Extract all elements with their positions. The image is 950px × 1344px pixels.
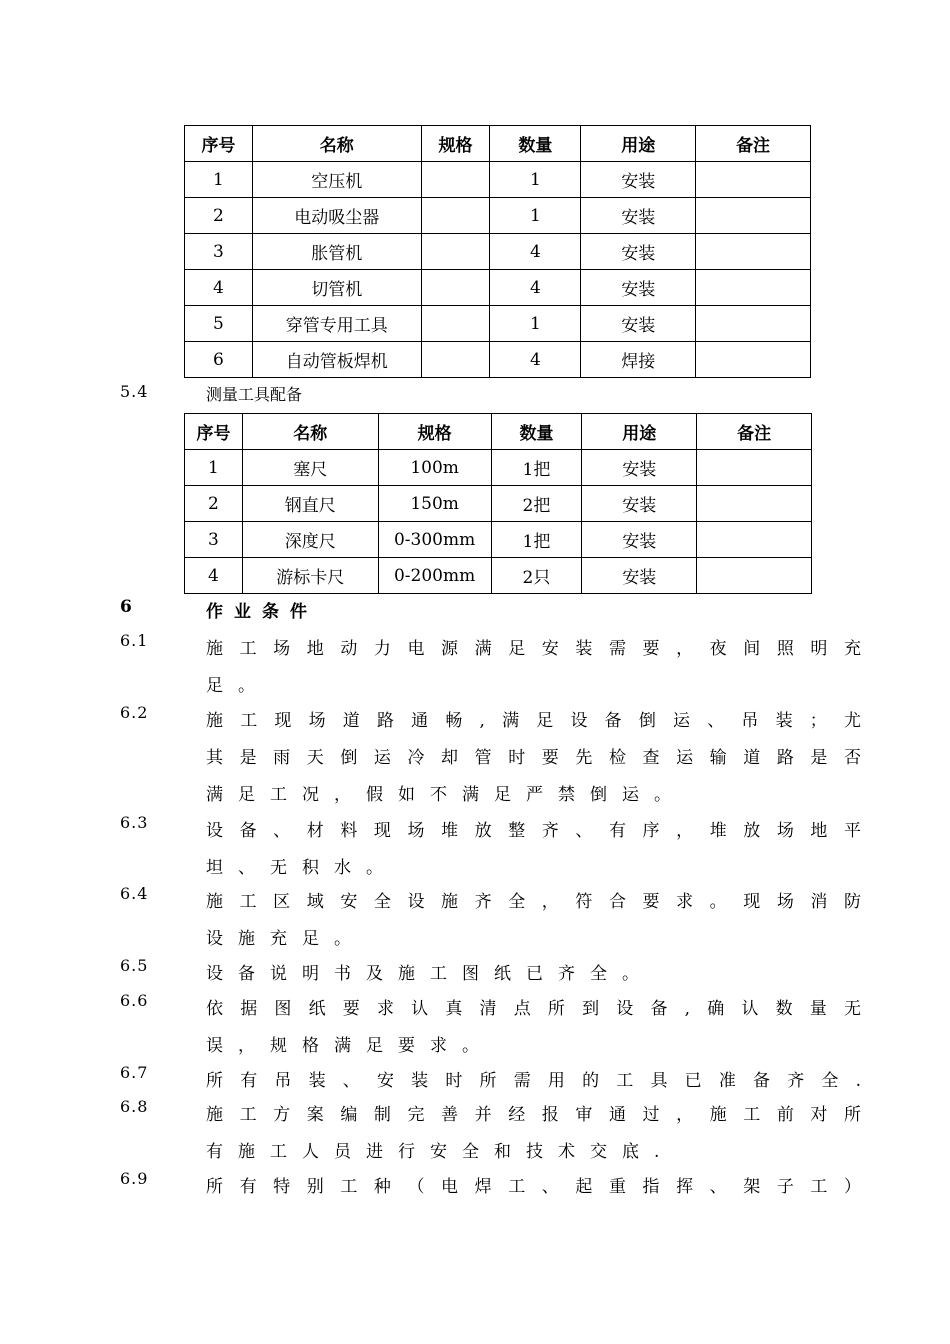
table-cell: 安装: [582, 522, 697, 558]
measuring-tool-table: [184, 413, 812, 594]
table-cell: [421, 198, 490, 234]
table-cell: 切管机: [252, 270, 421, 306]
clause-line: 有 施 工 人 员 进 行 安 全 和 技 术 交 底 .: [206, 1142, 660, 1162]
table-row: [185, 162, 811, 198]
table-row: [185, 198, 811, 234]
table-cell: 安装: [582, 450, 697, 486]
table-cell: 安装: [582, 486, 697, 522]
table-cell: 游标卡尺: [242, 558, 378, 594]
clause-line: 所 有 特 别 工 种 （ 电 焊 工 、 起 重 指 挥 、 架 子 工 ）: [206, 1177, 861, 1197]
table-cell: 4: [185, 270, 253, 306]
table-cell: 安装: [581, 162, 696, 198]
table-row: [185, 342, 811, 378]
table-cell: 安装: [582, 558, 697, 594]
table-cell: [697, 558, 812, 594]
clause-text: [206, 703, 861, 814]
column-header: 序号: [185, 126, 253, 162]
clause-line: 施 工 场 地 动 力 电 源 满 足 安 装 需 要 ， 夜 间 照 明 充: [206, 639, 861, 659]
clause-number: 6.6: [120, 991, 149, 1010]
clause-line: 足 。: [206, 676, 255, 696]
table-cell: 2只: [491, 558, 582, 594]
table-cell: 2: [185, 198, 253, 234]
table-cell: 4: [185, 558, 243, 594]
table-cell: 150m: [378, 486, 491, 522]
clause-number: 6.1: [120, 631, 149, 650]
column-header: 备注: [697, 414, 812, 450]
table-cell: [421, 270, 490, 306]
table-cell: 胀管机: [252, 234, 421, 270]
table-row: [185, 558, 812, 594]
table-row: [185, 234, 811, 270]
table-cell: [696, 234, 811, 270]
table-cell: [421, 306, 490, 342]
clause-line: 施 工 方 案 编 制 完 善 并 经 报 审 通 过 ， 施 工 前 对 所: [206, 1105, 861, 1125]
table-cell: 3: [185, 234, 253, 270]
clause-number: 6.7: [120, 1063, 149, 1082]
clause-text: [206, 884, 861, 958]
table-cell: 100m: [378, 450, 491, 486]
table-cell: [421, 162, 490, 198]
clause-text: [206, 1097, 861, 1171]
clause-number: 6.9: [120, 1169, 149, 1188]
table-cell: [696, 198, 811, 234]
table-cell: 钢直尺: [242, 486, 378, 522]
table-header-row: [185, 414, 812, 450]
clause-line: 设 备 、 材 料 现 场 堆 放 整 齐 、 有 序 ， 堆 放 场 地 平: [206, 821, 861, 841]
clause-text: [206, 956, 861, 993]
table-cell: 0-300mm: [378, 522, 491, 558]
clause-line: 其 是 雨 天 倒 运 冷 却 管 时 要 先 检 查 运 输 道 路 是 否: [206, 748, 861, 768]
table-cell: 4: [490, 342, 581, 378]
clause-text: [206, 813, 861, 887]
table-header-row: [185, 126, 811, 162]
table-cell: 1: [490, 198, 581, 234]
clause-line: 所 有 吊 装 、 安 装 时 所 需 用 的 工 具 已 准 备 齐 全 .: [206, 1071, 861, 1091]
table-cell: [696, 342, 811, 378]
table-cell: 安装: [581, 270, 696, 306]
table-cell: [697, 450, 812, 486]
clause-number: 6.4: [120, 884, 149, 903]
table-cell: 安装: [581, 234, 696, 270]
column-header: 规格: [421, 126, 490, 162]
table-cell: 6: [185, 342, 253, 378]
table-cell: [697, 486, 812, 522]
table-cell: 1: [185, 450, 243, 486]
column-header: 序号: [185, 414, 243, 450]
column-header: 名称: [242, 414, 378, 450]
clause-line: 设 施 充 足 。: [206, 929, 351, 949]
table-cell: 安装: [581, 306, 696, 342]
table-cell: 5: [185, 306, 253, 342]
table-cell: 自动管板焊机: [252, 342, 421, 378]
table-cell: [696, 306, 811, 342]
clause-line: 施 工 现 场 道 路 通 畅 , 满 足 设 备 倒 运 、 吊 装 ； 尤: [206, 711, 861, 731]
clause-line: 施 工 区 域 安 全 设 施 齐 全 ， 符 合 要 求 。 现 场 消 防: [206, 892, 861, 912]
table-cell: [421, 342, 490, 378]
table-cell: [697, 522, 812, 558]
table-cell: [421, 234, 490, 270]
column-header: 数量: [491, 414, 582, 450]
table-cell: 深度尺: [242, 522, 378, 558]
table-cell: 2把: [491, 486, 582, 522]
table-cell: 1: [185, 162, 253, 198]
clause-line: 坦 、 无 积 水 。: [206, 858, 383, 878]
table-cell: 塞尺: [242, 450, 378, 486]
column-header: 用途: [582, 414, 697, 450]
column-header: 备注: [696, 126, 811, 162]
clause-text: [206, 1063, 861, 1100]
column-header: 数量: [490, 126, 581, 162]
table-cell: 3: [185, 522, 243, 558]
clause-text: [206, 1169, 861, 1206]
table-row: [185, 522, 812, 558]
clause-text: [206, 991, 861, 1065]
clause-line: 设 备 说 明 书 及 施 工 图 纸 已 齐 全 。: [206, 964, 639, 984]
table-cell: 穿管专用工具: [252, 306, 421, 342]
clause-line: 满 足 工 况 ， 假 如 不 满 足 严 禁 倒 运 。: [206, 785, 671, 805]
section-5-4-number: 5.4: [120, 382, 149, 401]
table-cell: 4: [490, 270, 581, 306]
clause-line: 依 据 图 纸 要 求 认 真 清 点 所 到 设 备 , 确 认 数 量 无: [206, 999, 861, 1019]
clause-number: 6.3: [120, 813, 149, 832]
table-cell: 0-200mm: [378, 558, 491, 594]
table-cell: 1: [490, 162, 581, 198]
table-cell: [696, 162, 811, 198]
clause-number: 6.5: [120, 956, 149, 975]
table-row: [185, 450, 812, 486]
section-5-4-title: 测量工具配备: [206, 385, 303, 404]
table-cell: 空压机: [252, 162, 421, 198]
clause-number: 6.8: [120, 1097, 149, 1116]
table-row: [185, 306, 811, 342]
table-row: [185, 486, 812, 522]
table-row: [185, 270, 811, 306]
clause-number: 6.2: [120, 703, 149, 722]
table-cell: 1把: [491, 522, 582, 558]
table-cell: 电动吸尘器: [252, 198, 421, 234]
table-cell: [696, 270, 811, 306]
table-cell: 1: [490, 306, 581, 342]
table-cell: 安装: [581, 198, 696, 234]
column-header: 用途: [581, 126, 696, 162]
table-cell: 焊接: [581, 342, 696, 378]
column-header: 规格: [378, 414, 491, 450]
table-cell: 2: [185, 486, 243, 522]
clause-text: [206, 631, 861, 705]
column-header: 名称: [252, 126, 421, 162]
section-6-number: 6: [120, 597, 132, 617]
clause-line: 误 ， 规 格 满 足 要 求 。: [206, 1036, 479, 1056]
table-cell: 4: [490, 234, 581, 270]
table-cell: 1把: [491, 450, 582, 486]
tool-table: [184, 125, 811, 378]
section-6-title: 作业条件: [206, 602, 318, 622]
